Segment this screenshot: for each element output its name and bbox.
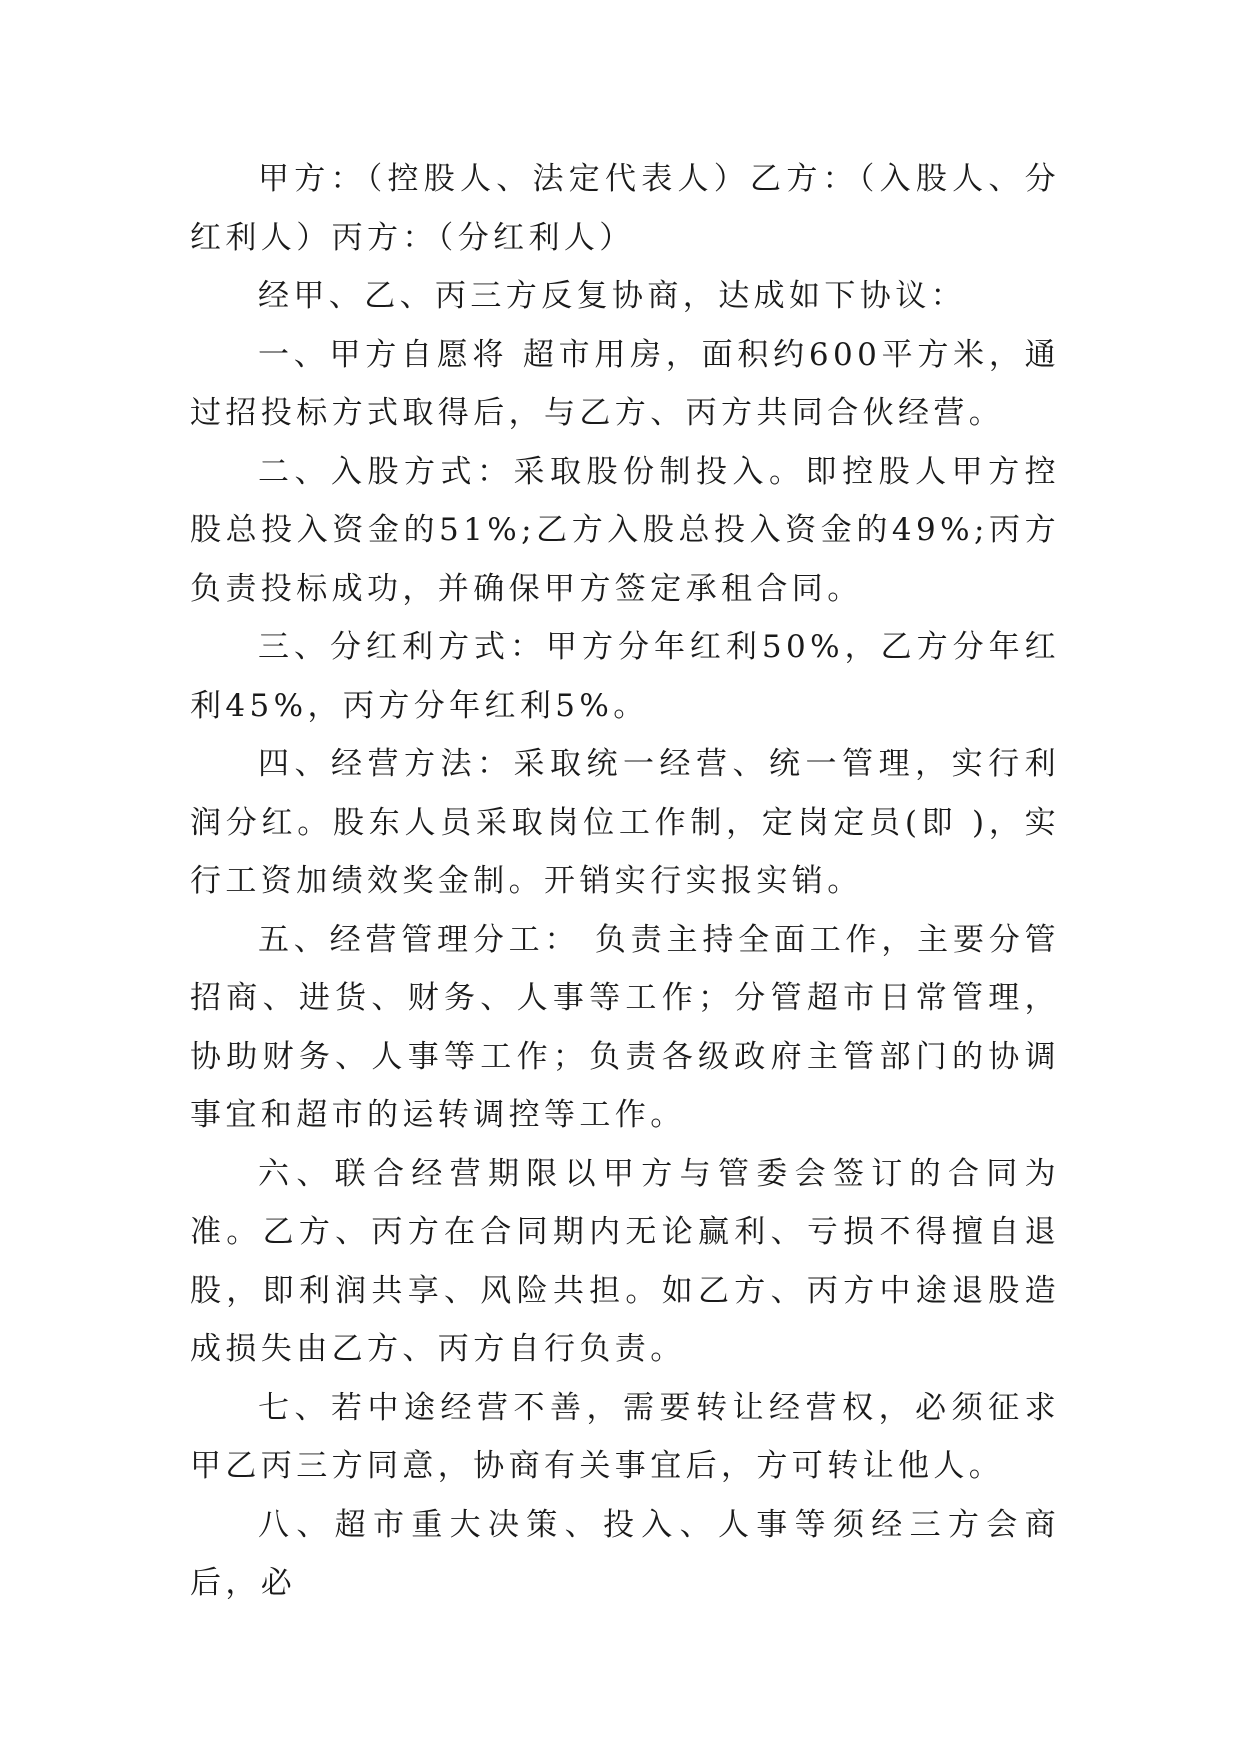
clause-3-paragraph: 三、分红利方式：甲方分年红利50%，乙方分年红利45%，丙方分年红利5%。 bbox=[190, 629, 1060, 724]
clause-2-paragraph: 二、入股方式：采取股份制投入。即控股人甲方控股总投入资金的51%;乙方入股总投入资金的49%;丙方负责投标成功，并确保甲方签定承租合同。 bbox=[190, 453, 1060, 607]
parties-paragraph: 甲方：（控股人、法定代表人）乙方：（入股人、分红利人）丙方：（分红利人） bbox=[190, 161, 1060, 256]
clause-8-paragraph: 八、超市重大决策、投入、人事等须经三方会商后，必 bbox=[190, 1506, 1060, 1601]
clause-1-paragraph: 一、甲方自愿将 超市用房，面积约600平方米，通过招投标方式取得后，与乙方、丙方共同合伙经营。 bbox=[190, 336, 1060, 431]
document-body bbox=[190, 150, 1060, 1613]
agreement-intro-paragraph: 经甲、乙、丙三方反复协商，达成如下协议： bbox=[258, 278, 966, 314]
clause-4-paragraph: 四、经营方法：采取统一经营、统一管理，实行利润分红。股东人员采取岗位工作制，定岗定员(即 )，实行工资加绩效奖金制。开销实行实报实销。 bbox=[190, 746, 1060, 899]
clause-7-paragraph: 七、若中途经营不善，需要转让经营权，必须征求甲乙丙三方同意，协商有关事宜后，方可转让他人。 bbox=[190, 1389, 1060, 1484]
clause-5-paragraph: 五、经营管理分工： 负责主持全面工作，主要分管招商、进货、财务、人事等工作；分管超市日常管理，协助财务、人事等工作；负责各级政府主管部门的协调事宜和超市的运转调控等工作。 bbox=[190, 921, 1060, 1133]
clause-6-paragraph: 六、联合经营期限以甲方与管委会签订的合同为准。乙方、丙方在合同期内无论赢利、亏损不得擅自退股，即利润共享、风险共担。如乙方、丙方中途退股造成损失由乙方、丙方自行负责。 bbox=[190, 1155, 1060, 1367]
